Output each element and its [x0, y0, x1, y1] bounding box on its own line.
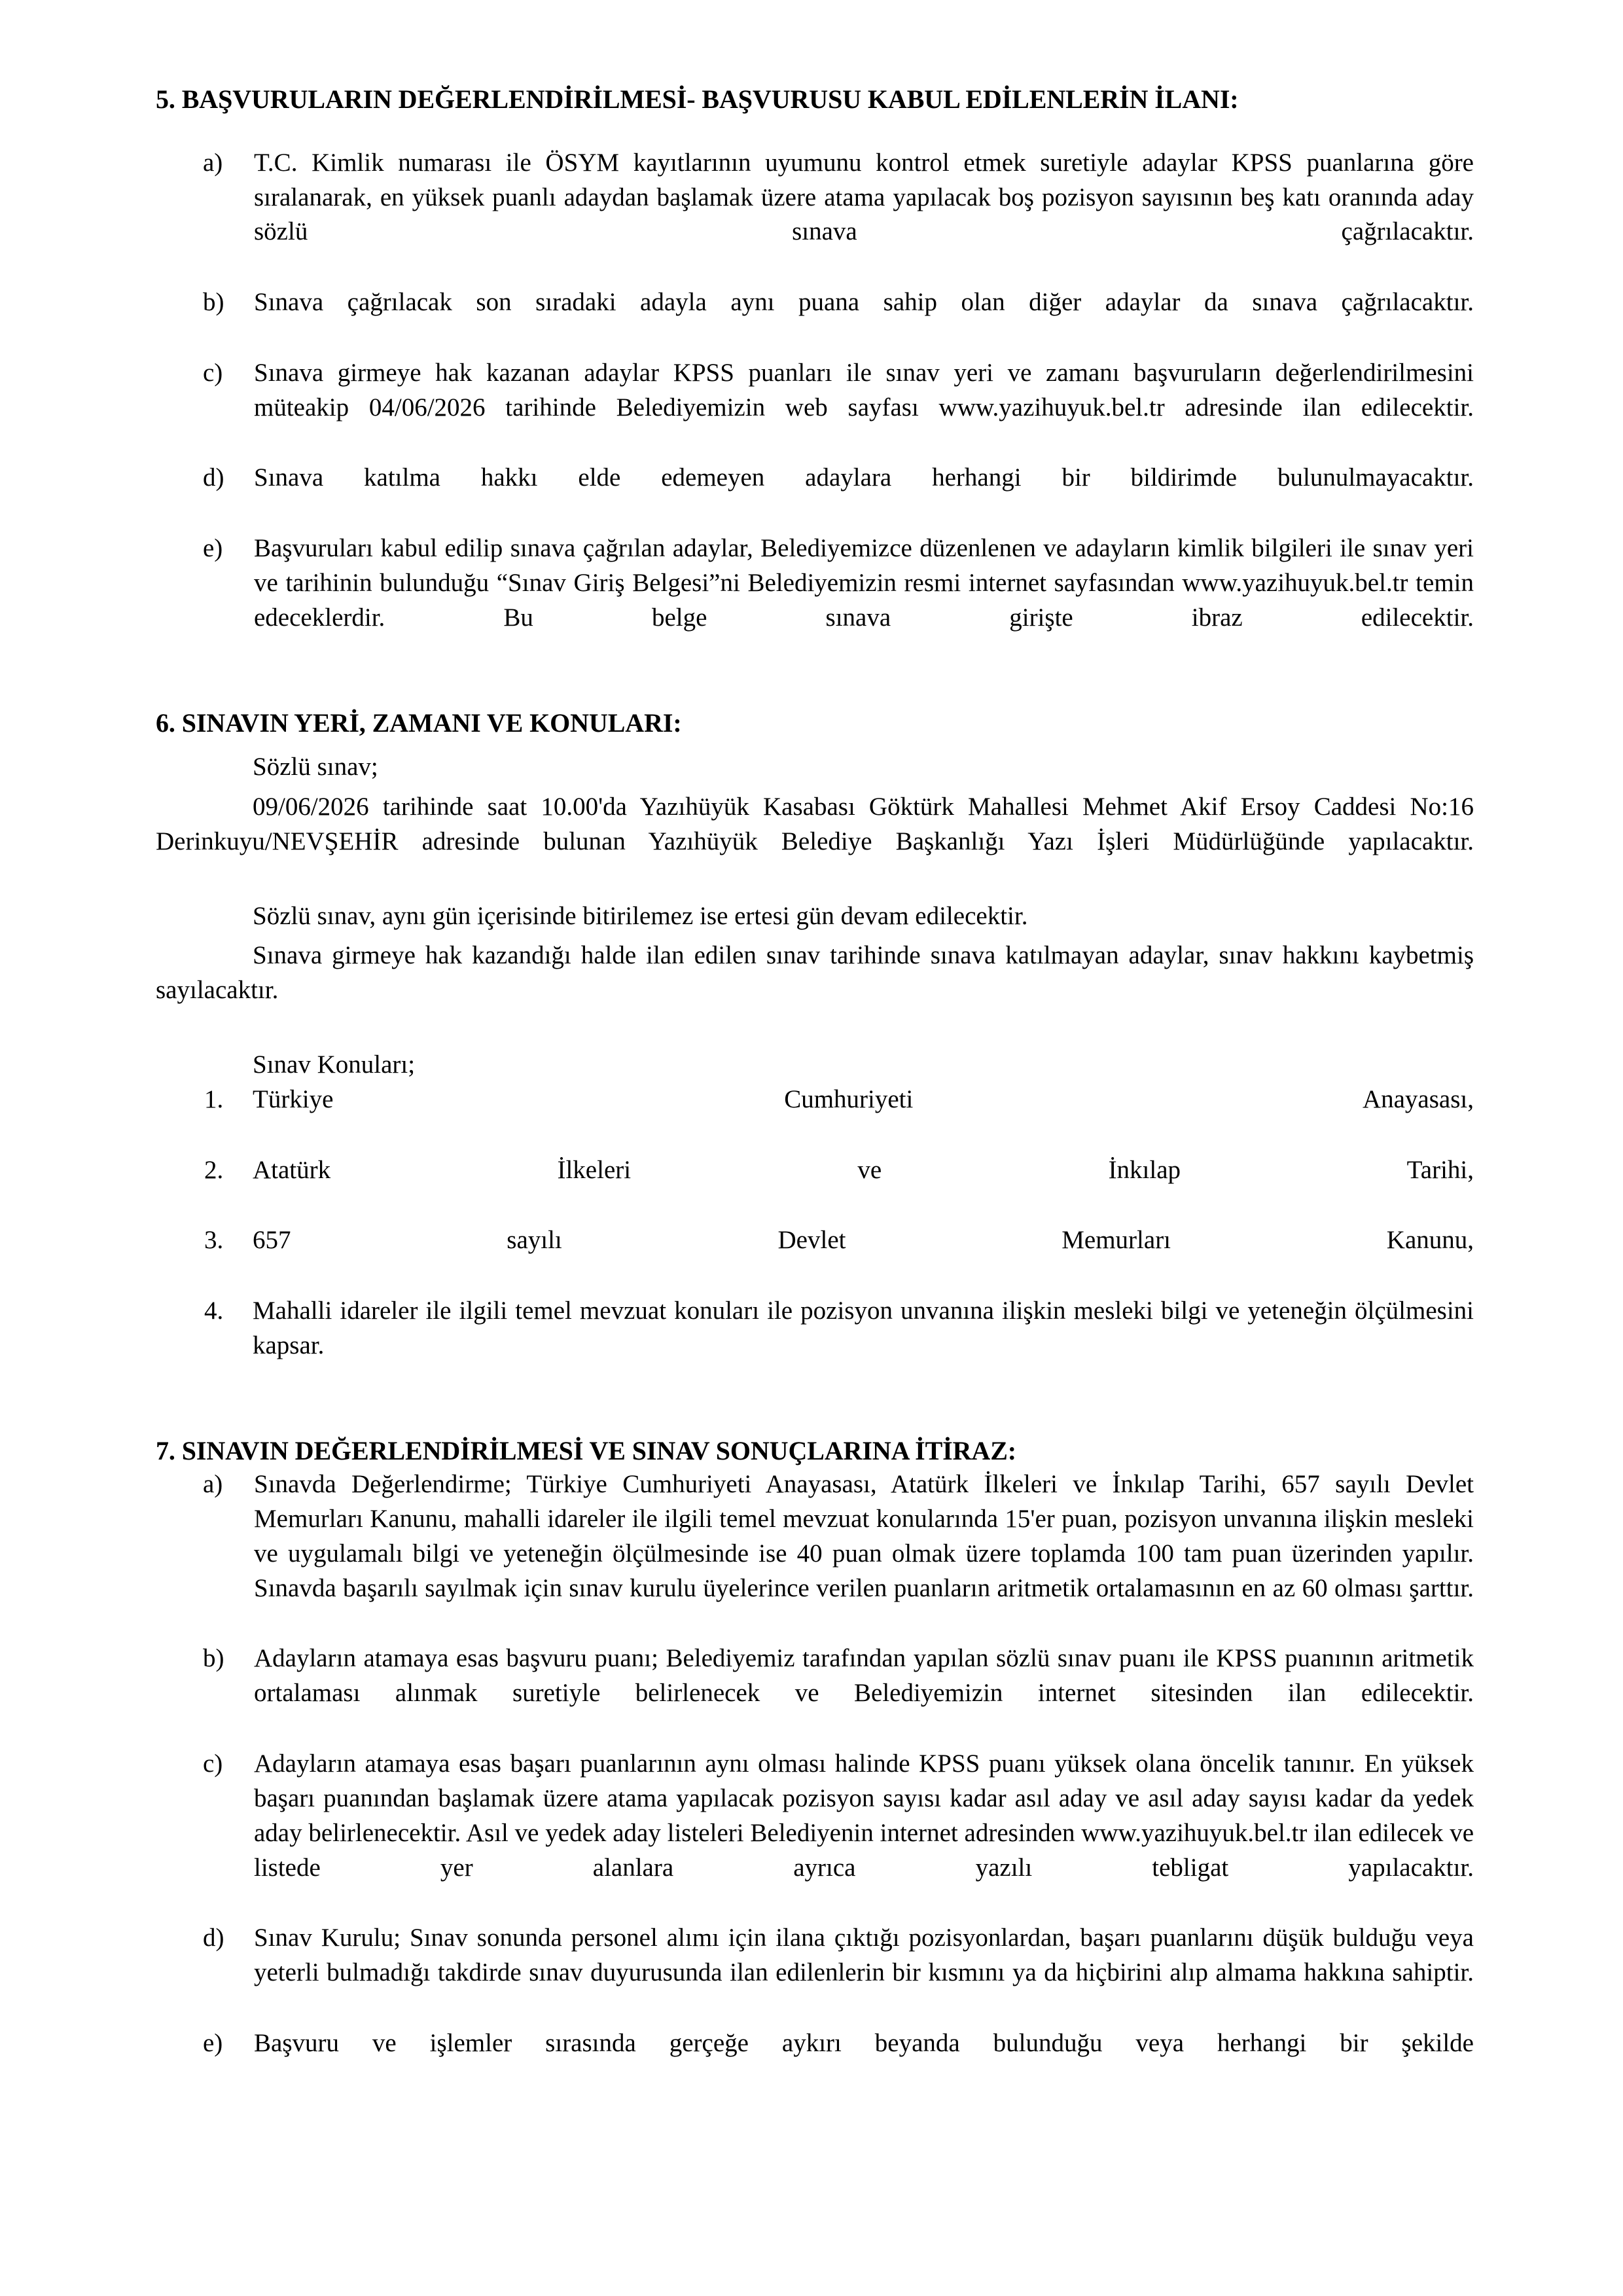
section-6-paragraph: Sınav Konuları; [253, 1050, 416, 1079]
list-marker: 1. [204, 1085, 224, 1113]
list-marker: 4. [204, 1296, 224, 1325]
list-marker: e) [203, 2028, 223, 2057]
section-6-body [156, 750, 1474, 1083]
list-item [156, 1294, 1474, 1398]
section-7-list [156, 1467, 1474, 2095]
list-item [156, 1083, 1474, 1152]
list-marker: c) [203, 1749, 223, 1778]
section-7-heading: 7. SINAVIN DEĞERLENDİRİLMESİ VE SINAV SONUÇLARINA İTİRAZ: [156, 1436, 1017, 1466]
list-marker: c) [203, 358, 223, 387]
list-item-text: Türkiye Cumhuriyeti Anayasası, [253, 1085, 1474, 1113]
list-marker: a) [203, 148, 223, 177]
list-item-text: Adayların atamaya esas başvuru puanı; Belediyemiz tarafından yapılan sözlü sınav puanı ile KPSS puanının aritmetik ortalaması alınmak suretiyle belirlenecek ve Belediyemizin internet sitesinden ilan edilecektir. [254, 1644, 1474, 1708]
list-item [156, 285, 1474, 355]
list-item-text: Sınava girmeye hak kazanan adaylar KPSS puanları ile sınav yeri ve zamanı başvuruların değerlendirilmesini müteakip 04/06/2026 tarihinde Belediyemizin web sayfası www.yazihuyuk.bel.tr adresinde ilan edilecektir. [254, 358, 1474, 422]
list-item [156, 2026, 1474, 2096]
section-6-paragraph: 09/06/2026 tarihinde saat 10.00'da Yazıhüyük Kasabası Göktürk Mahallesi Mehmet Akif Ersoy Caddesi No:16 Derinkuyu/NEVŞEHİR adresinde bulunan Yazıhüyük Belediye Başkanlığı Yazı İşleri Müdürlüğünde yapılacaktır. [156, 793, 1474, 855]
section-6-paragraph: Sözlü sınav, aynı gün içerisinde bitirilemez ise ertesi gün devam edilecektir. [253, 901, 1028, 930]
list-marker: 2. [204, 1155, 224, 1184]
list-item [156, 531, 1474, 670]
list-item [156, 461, 1474, 530]
list-item-text: Başvuru ve işlemler sırasında gerçeğe aykırı beyanda bulunduğu veya herhangi bir şekilde [254, 2028, 1474, 2057]
section-6-heading: 6. SINAVIN YERİ, ZAMANI VE KONULARI: [156, 708, 682, 738]
list-marker: d) [203, 463, 224, 492]
list-item [156, 1467, 1474, 1640]
list-item-text: Sınav Kurulu; Sınav sonunda personel alımı için ilana çıktığı pozisyonlardan, başarı puanlarını düşük bulduğu veya yeterli bulmadığı takdirde sınav duyurusunda ilan edilenlerin bir kısmını ya da hiçbirini alıp almama hakkına sahiptir. [254, 1924, 1474, 1987]
list-marker: 3. [204, 1226, 224, 1255]
list-item [156, 146, 1474, 284]
list-item-text: Başvuruları kabul edilip sınava çağrılan adaylar, Belediyemizce düzenlenen ve adayların kimlik bilgileri ile sınav yeri ve tarihinin bulunduğu “Sınav Giriş Belgesi”ni Belediyemizin resmi internet sayfasından www.yazihuyuk.bel.tr temin edeceklerdir. Bu belge sınava girişte ibraz edilecektir. [254, 534, 1474, 632]
section-6-paragraph: Sözlü sınav; [253, 753, 378, 781]
list-item-text: Atatürk İlkeleri ve İnkılap Tarihi, [253, 1155, 1474, 1184]
list-item [156, 1223, 1474, 1293]
list-item-text: T.C. Kimlik numarası ile ÖSYM kayıtlarının uyumunu kontrol etmek suretiyle adaylar KPSS puanlarına göre sıralanarak, en yüksek puanlı adaydan başlamak üzere atama yapılacak boş pozisyon sayısının beş katı oranında aday sözlü sınava çağrılacaktır. [254, 148, 1474, 246]
list-item-text: Sınavda Değerlendirme; Türkiye Cumhuriyeti Anayasası, Atatürk İlkeleri ve İnkılap Tarihi, 657 sayılı Devlet Memurları Kanunu, mahalli idareler ile ilgili temel mevzuat konularında 15'er puan, pozisyon unvanına ilişkin mesleki ve uygulamalı bilgi ve yeteneğin ölçülmesinde ise 40 puan olmak üzere toplamda 100 tam puan üzerinden yapılır. Sınavda başarılı sayılmak için sınav kurulu üyelerince verilen puanların aritmetik ortalamasının en az 60 olması şarttır. [254, 1470, 1474, 1602]
list-item-text: Sınava çağrılacak son sıradaki adayla aynı puana sahip olan diğer adaylar da sınava çağrılacaktır. [254, 288, 1474, 317]
list-item [156, 1921, 1474, 2025]
list-marker: e) [203, 534, 223, 563]
list-marker: b) [203, 288, 224, 317]
section-5-heading: 5. BAŞVURULARIN DEĞERLENDİRİLMESİ- BAŞVURUSU KABUL EDİLENLERİN İLANI: [156, 84, 1239, 114]
list-marker: a) [203, 1470, 223, 1499]
list-item-text: Mahalli idareler ile ilgili temel mevzuat konuları ile pozisyon unvanına ilişkin mesleki bilgi ve yeteneğin ölçülmesini kapsar. [253, 1296, 1474, 1359]
list-item-text: Sınava katılma hakkı elde edemeyen adaylara herhangi bir bildirimde bulunulmayacaktır. [254, 463, 1474, 492]
list-marker: b) [203, 1644, 224, 1673]
exam-subjects-list [156, 1083, 1474, 1398]
list-item [156, 356, 1474, 460]
list-item-text: 657 sayılı Devlet Memurları Kanunu, [253, 1226, 1474, 1255]
list-item-text: Adayların atamaya esas başarı puanlarının aynı olması halinde KPSS puanı yüksek olana öncelik tanınır. En yüksek başarı puanından başlamak üzere atama yapılacak pozisyon sayısı kadar asıl aday ve asıl aday sayısı kadar da yedek aday belirlenecektir. Asıl ve yedek aday listeleri Belediyenin internet adresinden www.yazihuyuk.bel.tr ilan edilecek ve listede yer alanlara ayrıca yazılı tebligat yapılacaktır. [254, 1749, 1474, 1882]
list-item [156, 1641, 1474, 1746]
page-content [156, 84, 1474, 2096]
section-5-list [156, 146, 1474, 670]
list-item [156, 1747, 1474, 1920]
list-marker: d) [203, 1924, 224, 1952]
section-6-paragraph: Sınava girmeye hak kazandığı halde ilan edilen sınav tarihinde sınava katılmayan adaylar, sınav hakkını kaybetmiş sayılacaktır. [156, 941, 1474, 1005]
list-item [156, 1153, 1474, 1223]
